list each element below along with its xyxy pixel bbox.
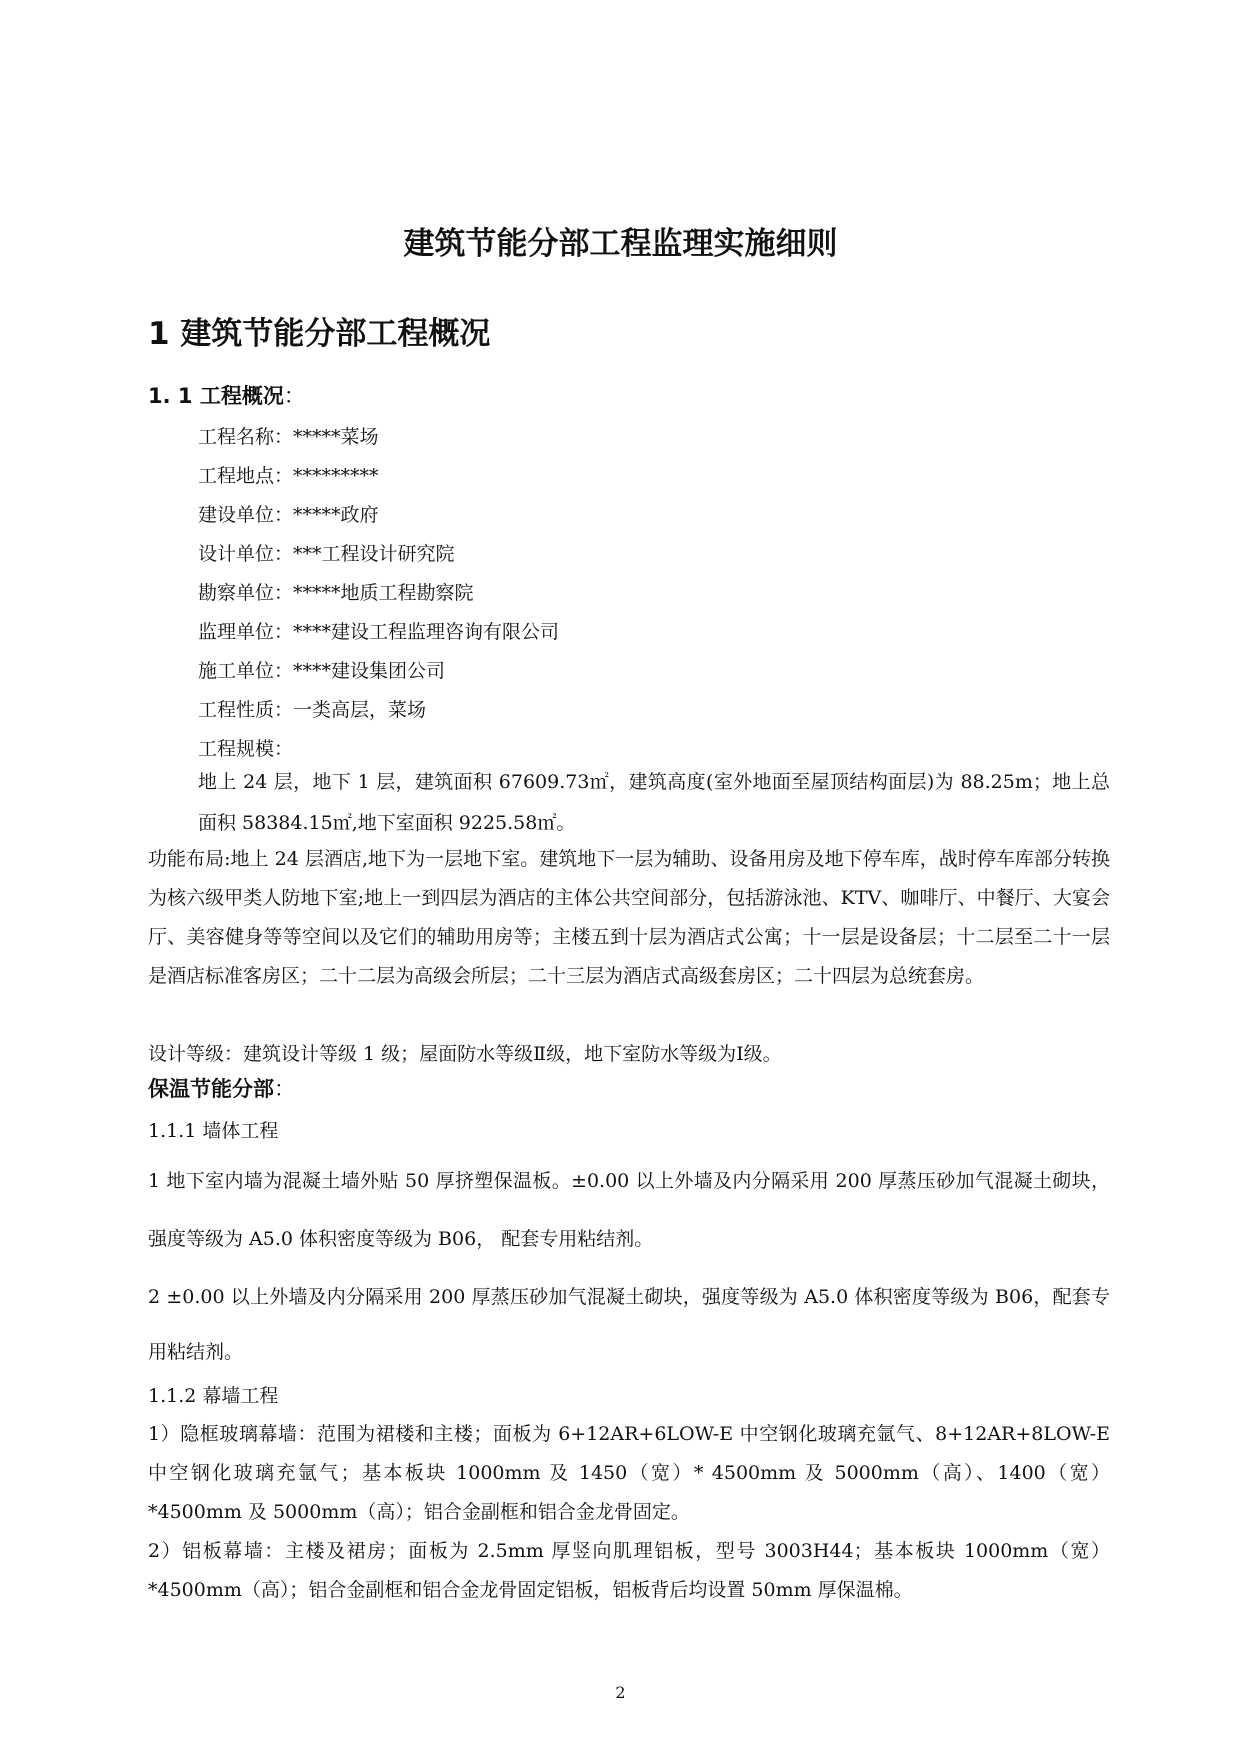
function-layout-paragraph: 功能布局:地上 24 层酒店,地下为一层地下室。建筑地下一层为辅助、设备用房及地下停车库，战时停车库部分转换为核六级甲类人防地下室;地上一到四层为酒店的主体公共空间部分，包括游泳池、KTV、咖啡厅、中餐厅、大宴会厅、美容健身等等空间以及它们的辅助用房等；主楼五到十层为酒店式公寓；十一层是设备层；十二层至二十一层是酒店标准客房区；二十二层为高级会所层；二十三层为酒店式高级套房区；二十四层为总统套房。: [148, 848, 1110, 987]
design-grade-paragraph: 设计等级：建筑设计等级 1 级；屋面防水等级Ⅱ级，地下室防水等级为Ⅰ级。: [148, 1043, 782, 1065]
info-item-nature: 工程性质：一类高层，菜场: [198, 699, 427, 721]
subsection-colon: ：: [283, 384, 305, 408]
page-number: 2: [615, 1683, 626, 1702]
section-heading: 1 建筑节能分部工程概况: [148, 316, 491, 352]
document-title: 建筑节能分部工程监理实施细则: [403, 226, 838, 262]
info-item-supervisor: 监理单位：****建设工程监理咨询有限公司: [198, 621, 560, 643]
curtain-wall-heading: 1.1.2 幕墙工程: [148, 1385, 279, 1407]
subsection-heading: [148, 381, 305, 411]
wall-item-1: 1 地下室内墙为混凝土墙外贴 50 厚挤塑保温板。±0.00 以上外墙及内分隔采用 200 厚蒸压砂加气混凝土砌块，强度等级为 A5.0 体积密度等级为 B06， 配套专用粘结剂。: [148, 1170, 1110, 1250]
insulation-heading: [148, 1074, 295, 1104]
info-item-location: 工程地点：*********: [198, 465, 379, 487]
info-item-surveyor: 勘察单位：*****地质工程勘察院: [198, 582, 474, 604]
wall-heading: 1.1.1 墙体工程: [148, 1120, 279, 1142]
info-item-project-name: 工程名称：*****菜场: [198, 426, 379, 448]
info-item-owner: 建设单位：*****政府: [198, 504, 379, 526]
project-info-list: [198, 418, 559, 769]
wall-item-2: 2 ±0.00 以上外墙及内分隔采用 200 厚蒸压砂加气混凝土砌块，强度等级为 A5.0 体积密度等级为 B06，配套专用粘结剂。: [148, 1286, 1110, 1363]
insulation-heading-colon: ：: [274, 1077, 295, 1101]
insulation-heading-label: 保温节能分部: [148, 1077, 274, 1101]
scale-description: 地上 24 层，地下 1 层，建筑面积 67609.73㎡，建筑高度(室外地面至屋顶结构面层)为 88.25m；地上总面积 58384.15㎡,地下室面积 9225.58㎡。: [198, 771, 1110, 834]
info-item-contractor: 施工单位：****建设集团公司: [198, 660, 446, 682]
subsection-label: 1. 1 工程概况: [148, 384, 284, 408]
curtain-item-1: 1）隐框玻璃幕墙：范围为裙楼和主楼；面板为 6+12AR+6LOW-E 中空钢化玻璃充氩气、8+12AR+8LOW-E 中空钢化玻璃充氩气；基本板块 1000mm 及 1450（宽）* 4500mm 及 5000mm（高）、1400（宽）*4500mm 及 5000mm（高）；铝合金副框和铝合金龙骨固定。: [148, 1423, 1110, 1523]
info-item-designer: 设计单位：***工程设计研究院: [198, 543, 455, 565]
curtain-item-2: 2）铝板幕墙：主楼及裙房；面板为 2.5mm 厚竖向肌理铝板，型号 3003H44；基本板块 1000mm（宽）*4500mm（高）；铝合金副框和铝合金龙骨固定铝板，铝板背后均设置 50mm 厚保温棉。: [148, 1540, 1110, 1601]
info-item-scale: 工程规模：: [198, 738, 294, 760]
